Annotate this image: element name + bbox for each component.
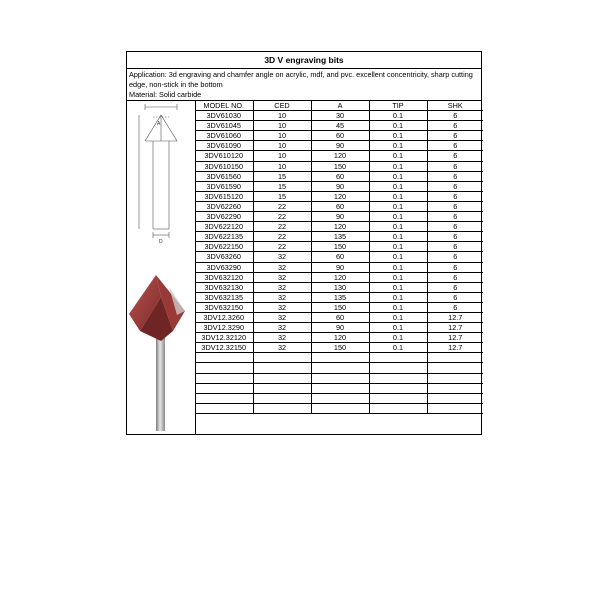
table-row bbox=[195, 383, 483, 393]
model-cell: 3DV12.3260 bbox=[195, 312, 253, 322]
ced-cell: 10 bbox=[253, 121, 311, 131]
column-header: MODEL NO. bbox=[195, 101, 253, 111]
ced-cell bbox=[253, 373, 311, 383]
specs-table bbox=[195, 101, 483, 414]
model-cell: 3DV615120 bbox=[195, 191, 253, 201]
table-row bbox=[195, 333, 483, 343]
table-row bbox=[195, 201, 483, 211]
model-cell: 3DV610120 bbox=[195, 151, 253, 161]
tip-cell bbox=[369, 403, 427, 413]
shk-cell: 6 bbox=[427, 161, 483, 171]
shk-cell bbox=[427, 373, 483, 383]
model-cell: 3DV62260 bbox=[195, 201, 253, 211]
tip-cell: 0.1 bbox=[369, 151, 427, 161]
a-cell: 90 bbox=[311, 181, 369, 191]
tip-cell: 0.1 bbox=[369, 222, 427, 232]
ced-cell: 32 bbox=[253, 282, 311, 292]
tip-cell: 0.1 bbox=[369, 343, 427, 353]
material-text: Material: Solid carbide bbox=[129, 90, 202, 100]
column-header: CED bbox=[253, 101, 311, 111]
table-row bbox=[195, 353, 483, 363]
tip-cell: 0.1 bbox=[369, 292, 427, 302]
table-row bbox=[195, 151, 483, 161]
a-cell: 60 bbox=[311, 201, 369, 211]
model-cell: 3DV61560 bbox=[195, 171, 253, 181]
ced-cell: 15 bbox=[253, 191, 311, 201]
model-cell: 3DV12.3290 bbox=[195, 323, 253, 333]
a-cell: 60 bbox=[311, 312, 369, 322]
tip-cell: 0.1 bbox=[369, 312, 427, 322]
ced-cell: 32 bbox=[253, 333, 311, 343]
model-cell: 3DV61090 bbox=[195, 141, 253, 151]
shk-cell: 6 bbox=[427, 242, 483, 252]
ced-cell bbox=[253, 363, 311, 373]
model-cell: 3DV61030 bbox=[195, 111, 253, 121]
a-cell bbox=[311, 353, 369, 363]
tip-cell: 0.1 bbox=[369, 181, 427, 191]
tip-cell bbox=[369, 353, 427, 363]
a-cell: 90 bbox=[311, 262, 369, 272]
a-cell bbox=[311, 373, 369, 383]
tip-cell: 0.1 bbox=[369, 333, 427, 343]
table-row bbox=[195, 373, 483, 383]
table-row bbox=[195, 212, 483, 222]
tip-cell: 0.1 bbox=[369, 212, 427, 222]
tip-cell: 0.1 bbox=[369, 171, 427, 181]
table-row bbox=[195, 232, 483, 242]
tip-cell: 0.1 bbox=[369, 201, 427, 211]
product-images bbox=[127, 101, 196, 434]
table-row bbox=[195, 282, 483, 292]
ced-cell: 32 bbox=[253, 252, 311, 262]
a-cell: 30 bbox=[311, 111, 369, 121]
model-cell bbox=[195, 383, 253, 393]
table-row bbox=[195, 171, 483, 181]
tip-cell: 0.1 bbox=[369, 272, 427, 282]
ced-cell: 32 bbox=[253, 272, 311, 282]
a-cell bbox=[311, 383, 369, 393]
shk-cell: 6 bbox=[427, 252, 483, 262]
model-cell bbox=[195, 403, 253, 413]
ced-cell: 32 bbox=[253, 343, 311, 353]
ced-cell: 10 bbox=[253, 151, 311, 161]
tip-cell: 0.1 bbox=[369, 161, 427, 171]
table-row bbox=[195, 191, 483, 201]
ced-cell: 10 bbox=[253, 111, 311, 121]
a-cell: 150 bbox=[311, 161, 369, 171]
ced-cell: 22 bbox=[253, 222, 311, 232]
tip-cell bbox=[369, 393, 427, 403]
table-row bbox=[195, 363, 483, 373]
table-row bbox=[195, 343, 483, 353]
a-cell: 60 bbox=[311, 252, 369, 262]
model-cell: 3DV61590 bbox=[195, 181, 253, 191]
sheet-body bbox=[127, 101, 481, 434]
diameter-label: D bbox=[159, 239, 163, 245]
table-row bbox=[195, 252, 483, 262]
model-cell bbox=[195, 353, 253, 363]
tip-cell: 0.1 bbox=[369, 302, 427, 312]
model-cell: 3DV12.32150 bbox=[195, 343, 253, 353]
model-cell: 3DV63260 bbox=[195, 252, 253, 262]
ced-cell: 22 bbox=[253, 212, 311, 222]
ced-cell: 22 bbox=[253, 201, 311, 211]
table-row bbox=[195, 272, 483, 282]
tip-cell: 0.1 bbox=[369, 252, 427, 262]
spec-sheet bbox=[126, 51, 482, 435]
table-row bbox=[195, 292, 483, 302]
tip-cell: 0.1 bbox=[369, 141, 427, 151]
ced-cell bbox=[253, 403, 311, 413]
table-row bbox=[195, 393, 483, 403]
model-cell bbox=[195, 393, 253, 403]
a-cell: 150 bbox=[311, 302, 369, 312]
table-row bbox=[195, 302, 483, 312]
shk-cell: 6 bbox=[427, 292, 483, 302]
shk-cell: 6 bbox=[427, 191, 483, 201]
shk-cell: 12.7 bbox=[427, 333, 483, 343]
table-row bbox=[195, 181, 483, 191]
table-row bbox=[195, 242, 483, 252]
ced-cell: 32 bbox=[253, 323, 311, 333]
table-row bbox=[195, 121, 483, 131]
shk-cell: 6 bbox=[427, 222, 483, 232]
product-photo bbox=[127, 271, 195, 431]
model-cell: 3DV12.32120 bbox=[195, 333, 253, 343]
column-header: TIP bbox=[369, 101, 427, 111]
shk-cell: 12.7 bbox=[427, 343, 483, 353]
shk-cell: 6 bbox=[427, 232, 483, 242]
model-cell: 3DV622150 bbox=[195, 242, 253, 252]
model-cell: 3DV632135 bbox=[195, 292, 253, 302]
table-row bbox=[195, 403, 483, 413]
model-cell bbox=[195, 363, 253, 373]
tip-cell: 0.1 bbox=[369, 323, 427, 333]
model-cell bbox=[195, 373, 253, 383]
shk-cell: 6 bbox=[427, 181, 483, 191]
ced-cell: 15 bbox=[253, 181, 311, 191]
shk-cell: 6 bbox=[427, 201, 483, 211]
shk-cell: 6 bbox=[427, 282, 483, 292]
model-cell: 3DV61060 bbox=[195, 131, 253, 141]
ced-cell: 22 bbox=[253, 242, 311, 252]
tip-cell bbox=[369, 363, 427, 373]
a-cell bbox=[311, 393, 369, 403]
sheet-title: 3D V engraving bits bbox=[127, 52, 481, 69]
table-row bbox=[195, 111, 483, 121]
ced-cell: 10 bbox=[253, 131, 311, 141]
model-cell: 3DV622135 bbox=[195, 232, 253, 242]
ced-cell bbox=[253, 393, 311, 403]
tip-cell: 0.1 bbox=[369, 232, 427, 242]
a-cell: 135 bbox=[311, 232, 369, 242]
shk-cell bbox=[427, 353, 483, 363]
shk-cell: 6 bbox=[427, 272, 483, 282]
column-header: A bbox=[311, 101, 369, 111]
table-row bbox=[195, 262, 483, 272]
a-cell: 45 bbox=[311, 121, 369, 131]
model-cell: 3DV632150 bbox=[195, 302, 253, 312]
table-row bbox=[195, 312, 483, 322]
specs-table-wrap bbox=[195, 101, 481, 434]
table-row bbox=[195, 131, 483, 141]
shk-cell: 12.7 bbox=[427, 323, 483, 333]
model-cell: 3DV62290 bbox=[195, 212, 253, 222]
a-cell: 120 bbox=[311, 151, 369, 161]
tip-cell bbox=[369, 383, 427, 393]
table-header-row bbox=[195, 101, 483, 111]
column-header: SHK bbox=[427, 101, 483, 111]
a-cell bbox=[311, 363, 369, 373]
a-cell: 60 bbox=[311, 171, 369, 181]
ced-cell: 32 bbox=[253, 302, 311, 312]
a-cell: 150 bbox=[311, 242, 369, 252]
ced-cell: 15 bbox=[253, 171, 311, 181]
application-text: Application: 3d engraving and chamfer angle on acrylic, mdf, and pvc. excellent concentricity, sharp cutting edge, non-stick in the bottom bbox=[129, 70, 473, 90]
a-cell: 130 bbox=[311, 282, 369, 292]
shk-cell: 6 bbox=[427, 262, 483, 272]
ced-cell bbox=[253, 353, 311, 363]
shk-cell: 6 bbox=[427, 302, 483, 312]
a-cell: 120 bbox=[311, 191, 369, 201]
a-cell bbox=[311, 403, 369, 413]
ced-cell: 22 bbox=[253, 232, 311, 242]
shk-cell: 6 bbox=[427, 212, 483, 222]
a-cell: 150 bbox=[311, 343, 369, 353]
ced-cell: 32 bbox=[253, 292, 311, 302]
table-row bbox=[195, 161, 483, 171]
angle-label: A bbox=[157, 121, 161, 127]
table-row bbox=[195, 141, 483, 151]
tip-cell: 0.1 bbox=[369, 191, 427, 201]
tip-cell bbox=[369, 373, 427, 383]
shk-cell: 6 bbox=[427, 131, 483, 141]
model-cell: 3DV622120 bbox=[195, 222, 253, 232]
ced-cell: 10 bbox=[253, 161, 311, 171]
table-row bbox=[195, 323, 483, 333]
ced-cell: 32 bbox=[253, 312, 311, 322]
table-row bbox=[195, 222, 483, 232]
technical-drawing bbox=[127, 101, 195, 251]
a-cell: 90 bbox=[311, 212, 369, 222]
tip-cell: 0.1 bbox=[369, 121, 427, 131]
model-cell: 3DV63290 bbox=[195, 262, 253, 272]
description bbox=[127, 69, 481, 101]
ced-cell: 32 bbox=[253, 262, 311, 272]
shk-cell: 6 bbox=[427, 121, 483, 131]
model-cell: 3DV610150 bbox=[195, 161, 253, 171]
tip-cell: 0.1 bbox=[369, 242, 427, 252]
a-cell: 120 bbox=[311, 272, 369, 282]
ced-cell bbox=[253, 383, 311, 393]
tip-cell: 0.1 bbox=[369, 262, 427, 272]
tip-cell: 0.1 bbox=[369, 282, 427, 292]
a-cell: 120 bbox=[311, 333, 369, 343]
shk-cell bbox=[427, 393, 483, 403]
shk-cell bbox=[427, 383, 483, 393]
tip-cell: 0.1 bbox=[369, 131, 427, 141]
shk-cell bbox=[427, 403, 483, 413]
shk-cell bbox=[427, 363, 483, 373]
a-cell: 120 bbox=[311, 222, 369, 232]
model-cell: 3DV632130 bbox=[195, 282, 253, 292]
a-cell: 135 bbox=[311, 292, 369, 302]
ced-cell: 10 bbox=[253, 141, 311, 151]
shk-cell: 6 bbox=[427, 111, 483, 121]
shk-cell: 6 bbox=[427, 171, 483, 181]
model-cell: 3DV632120 bbox=[195, 272, 253, 282]
a-cell: 90 bbox=[311, 323, 369, 333]
a-cell: 90 bbox=[311, 141, 369, 151]
shk-cell: 6 bbox=[427, 141, 483, 151]
a-cell: 60 bbox=[311, 131, 369, 141]
shk-cell: 6 bbox=[427, 151, 483, 161]
tip-cell: 0.1 bbox=[369, 111, 427, 121]
model-cell: 3DV61045 bbox=[195, 121, 253, 131]
shk-cell: 12.7 bbox=[427, 312, 483, 322]
